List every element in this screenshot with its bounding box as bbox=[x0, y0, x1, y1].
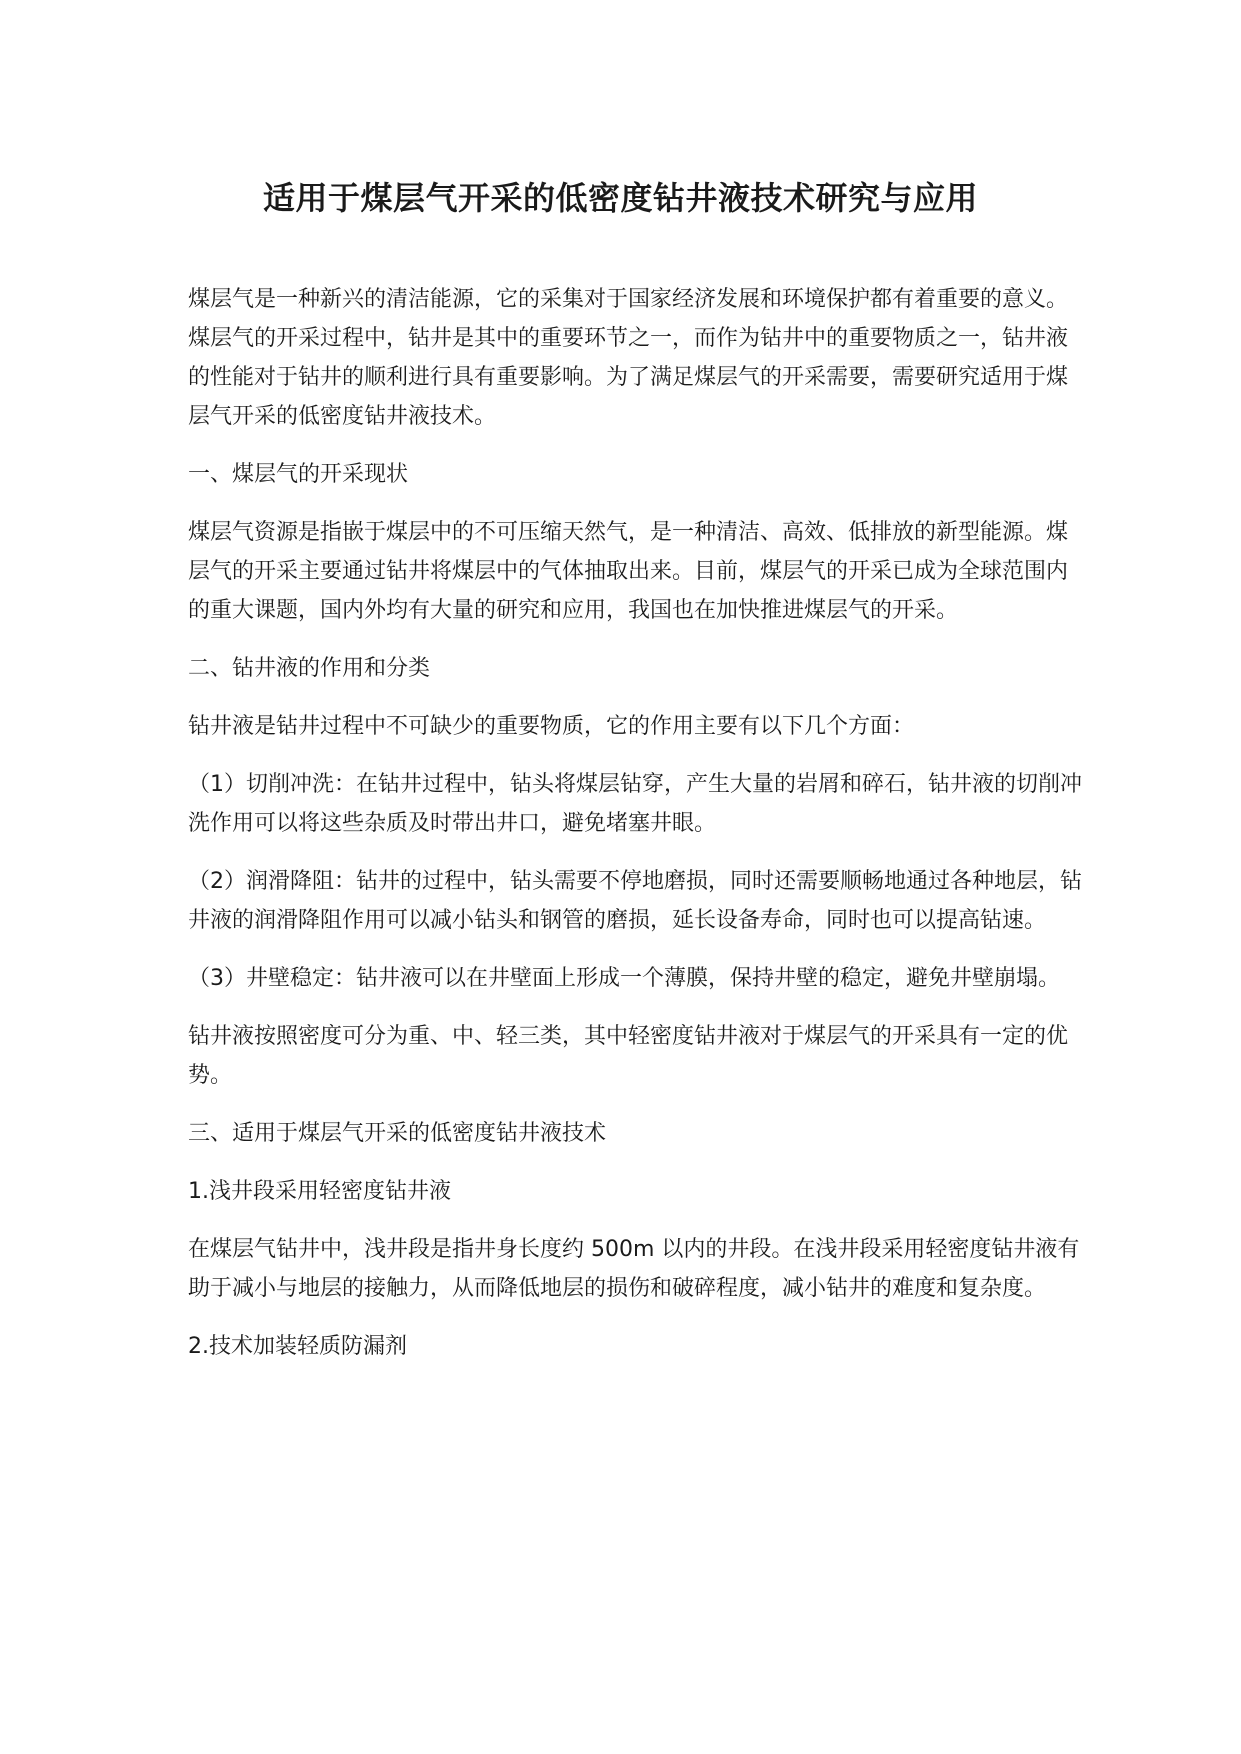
list-item: （1）切削冲洗：在钻井过程中，钻头将煤层钻穿，产生大量的岩屑和碎石，钻井液的切削冲洗作用可以将这些杂质及时带出井口，避免堵塞井眼。 bbox=[188, 772, 1083, 836]
subsection-heading: 1.浅井段采用轻密度钻井液 bbox=[188, 1179, 451, 1204]
paragraph: 煤层气资源是指嵌于煤层中的不可压缩天然气，是一种清洁、高效、低排放的新型能源。煤层气的开采主要通过钻井将煤层中的气体抽取出来。目前，煤层气的开采已成为全球范围内的重大课题，国内外均有大量的研究和应用，我国也在加快推进煤层气的开采。 bbox=[188, 520, 1069, 623]
section-heading-1: 一、煤层气的开采现状 bbox=[188, 462, 409, 487]
paragraph: 在煤层气钻井中，浅井段是指井身长度约 500m 以内的井段。在浅井段采用轻密度钻井液有助于减小与地层的接触力，从而降低地层的损伤和破碎程度，减小钻井的难度和复杂度。 bbox=[188, 1237, 1080, 1301]
paragraph-intro: 煤层气是一种新兴的清洁能源，它的采集对于国家经济发展和环境保护都有着重要的意义。煤层气的开采过程中，钻井是其中的重要环节之一，而作为钻井中的重要物质之一，钻井液的性能对于钻井的顺利进行具有重要影响。为了满足煤层气的开采需要，需要研究适用于煤层气开采的低密度钻井液技术。 bbox=[188, 287, 1069, 429]
section-heading-2: 二、钻井液的作用和分类 bbox=[188, 656, 431, 681]
list-item: （3）井壁稳定：钻井液可以在井壁面上形成一个薄膜，保持井壁的稳定，避免井壁崩塌。 bbox=[188, 966, 1061, 991]
list-item: （2）润滑降阻：钻井的过程中，钻头需要不停地磨损，同时还需要顺畅地通过各种地层，钻井液的润滑降阻作用可以减小钻头和钢管的磨损，延长设备寿命，同时也可以提高钻速。 bbox=[188, 869, 1083, 933]
subsection-heading: 2.技术加装轻质防漏剂 bbox=[188, 1334, 407, 1359]
document-body bbox=[188, 280, 1083, 1385]
paragraph: 钻井液是钻井过程中不可缺少的重要物质，它的作用主要有以下几个方面： bbox=[188, 714, 915, 739]
document-title: 适用于煤层气开采的低密度钻井液技术研究与应用 bbox=[262, 179, 978, 217]
section-heading-3: 三、适用于煤层气开采的低密度钻井液技术 bbox=[188, 1121, 607, 1146]
paragraph: 钻井液按照密度可分为重、中、轻三类，其中轻密度钻井液对于煤层气的开采具有一定的优势。 bbox=[188, 1024, 1069, 1088]
